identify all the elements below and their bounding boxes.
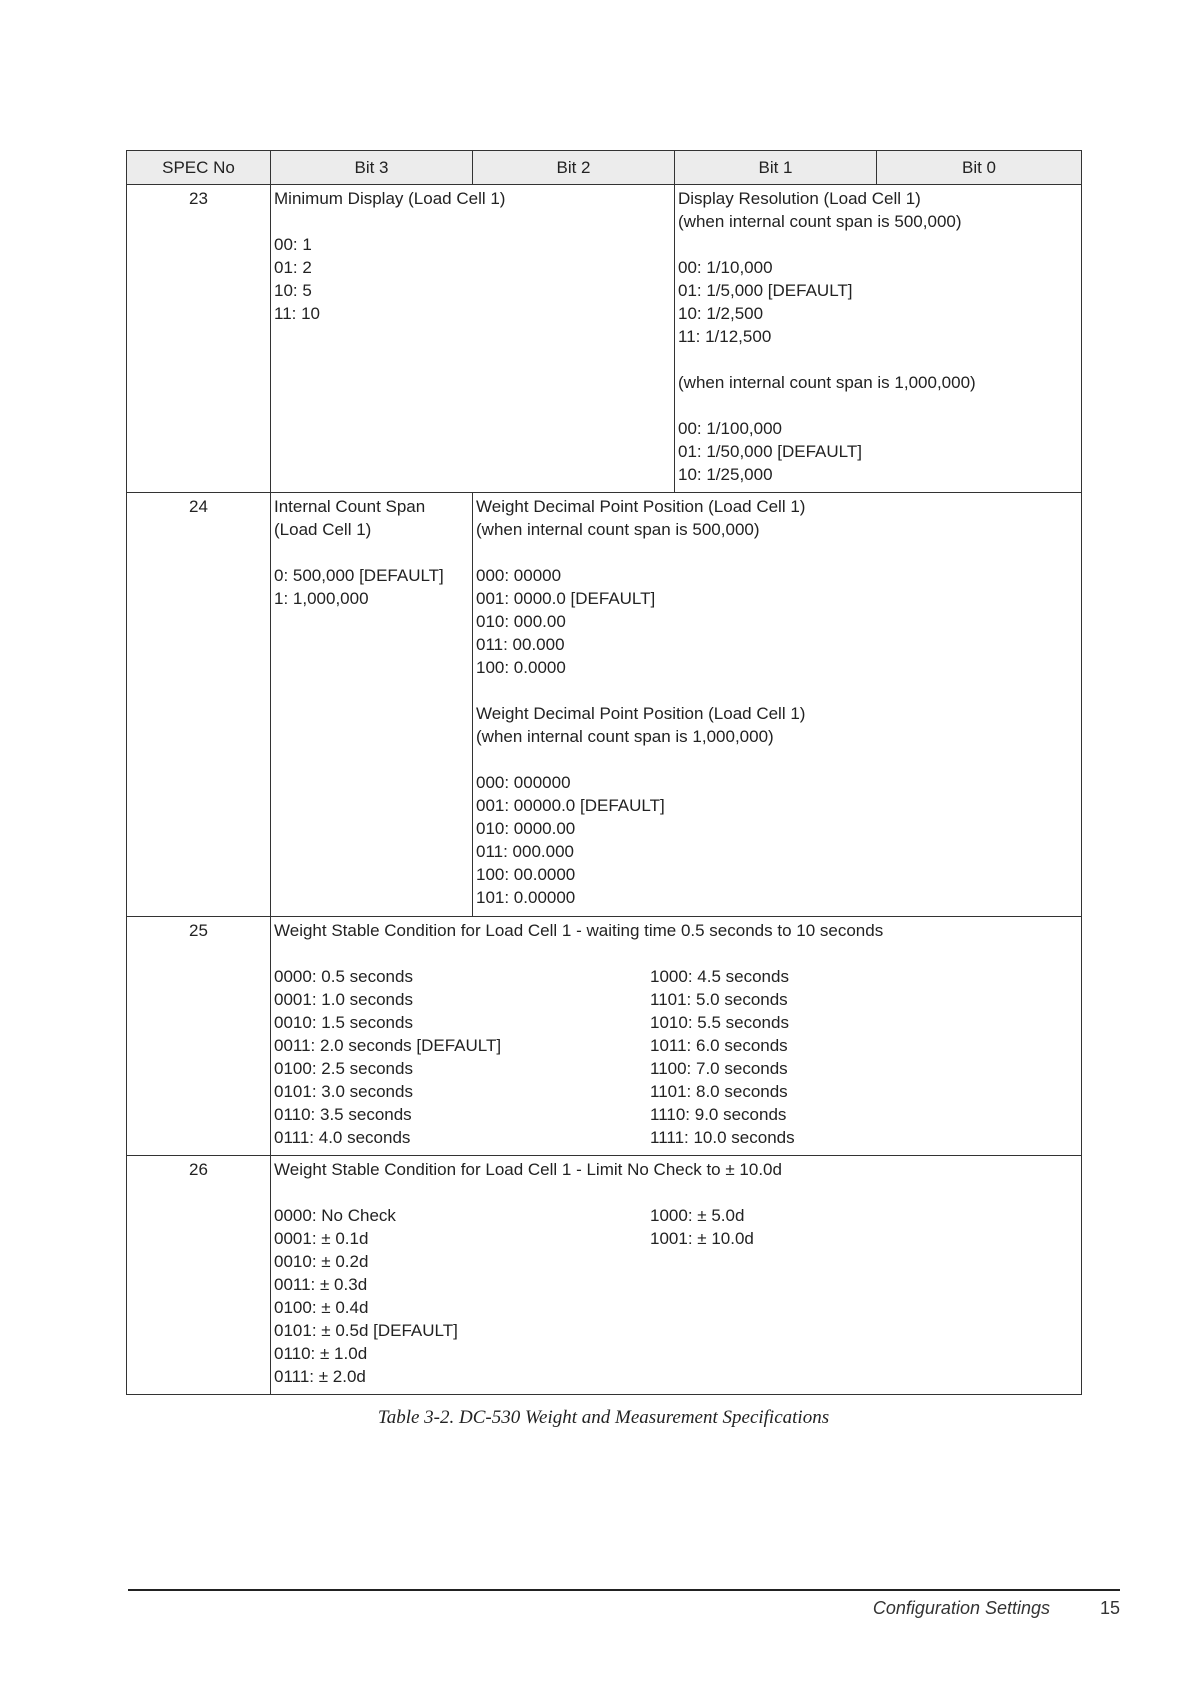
option-line: 001: 00000.0 [DEFAULT] [476,796,665,815]
option-line: 011: 000.000 [476,842,574,861]
option-line: 1010: 5.5 seconds [650,1013,789,1032]
option-line: 1101: 5.0 seconds [650,990,788,1009]
options-right-column [650,965,795,1149]
header-bit-3: Bit 3 [271,151,473,185]
option-line: 0011: 2.0 seconds [DEFAULT] [274,1036,502,1055]
header-spec-no: SPEC No [127,151,271,185]
stable-limit-options [274,1204,1078,1388]
option-line: 0101: 3.0 seconds [274,1082,413,1101]
spec-no-cell: 23 [127,185,271,493]
page-number: 15 [1100,1598,1121,1618]
header-bit-2: Bit 2 [473,151,675,185]
option-line: 0100: ± 0.4d [274,1298,369,1317]
option-line: 0111: 4.0 seconds [274,1128,411,1147]
table-row [127,917,1082,1156]
stable-limit-cell [271,1156,1082,1395]
decimal-point-title: Weight Decimal Point Position (Load Cell 1) [476,497,806,516]
option-line: 000: 00000 [476,566,562,585]
internal-count-span-cell [271,493,473,917]
table-row [127,1156,1082,1395]
decimal-point-cell [473,493,1082,917]
option-line: 0111: ± 2.0d [274,1367,366,1386]
options-left-column [274,1204,650,1388]
condition-note: (when internal count span is 500,000) [678,212,962,231]
count-span-subtitle: (Load Cell 1) [274,520,372,539]
option-line: 0100: 2.5 seconds [274,1059,413,1078]
option-line: 010: 000.00 [476,612,566,631]
option-line: 11: 1/12,500 [678,327,772,346]
option-line: 1101: 8.0 seconds [650,1082,788,1101]
option-line: 1: 1,000,000 [274,589,369,608]
option-line: 1001: ± 10.0d [650,1229,754,1248]
option-line: 0110: 3.5 seconds [274,1105,412,1124]
option-line: 1000: ± 5.0d [650,1206,745,1225]
table-row [127,185,1082,493]
footer-divider [128,1589,1120,1591]
option-line: 101: 0.00000 [476,888,576,907]
table-header-row [127,151,1082,185]
option-line: 10: 1/25,000 [678,465,773,484]
option-line: 0: 500,000 [DEFAULT] [274,566,444,585]
option-line: 100: 0.0000 [476,658,566,677]
option-line: 000: 000000 [476,773,571,792]
option-line: 01: 2 [274,258,312,277]
display-resolution-title: Display Resolution (Load Cell 1) [678,189,921,208]
display-resolution-cell [675,185,1082,493]
option-line: 01: 1/50,000 [DEFAULT] [678,442,862,461]
option-line: 0010: 1.5 seconds [274,1013,413,1032]
option-line: 1000: 4.5 seconds [650,967,789,986]
count-span-title: Internal Count Span [274,497,426,516]
minimum-display-cell [271,185,675,493]
option-line: 10: 5 [274,281,312,300]
option-line: 11: 10 [274,304,321,323]
stable-time-cell [271,917,1082,1156]
options-right-column [650,1204,754,1388]
header-bit-1: Bit 1 [675,151,877,185]
option-line: 0001: 1.0 seconds [274,990,413,1009]
spec-table [126,150,1082,1395]
condition-note: (when internal count span is 1,000,000) [476,727,774,746]
decimal-point-title: Weight Decimal Point Position (Load Cell 1) [476,704,806,723]
option-line: 100: 00.0000 [476,865,576,884]
condition-note: (when internal count span is 500,000) [476,520,760,539]
option-line: 00: 1 [274,235,312,254]
spec-no-cell: 24 [127,493,271,917]
option-line: 00: 1/10,000 [678,258,773,277]
option-line: 001: 0000.0 [DEFAULT] [476,589,656,608]
stable-time-options [274,965,1078,1149]
spec-no-cell: 26 [127,1156,271,1395]
option-line: 0001: ± 0.1d [274,1229,369,1248]
minimum-display-title: Minimum Display (Load Cell 1) [274,189,506,208]
stable-limit-title: Weight Stable Condition for Load Cell 1 - Limit No Check to ± 10.0d [274,1160,782,1179]
option-line: 10: 1/2,500 [678,304,764,323]
option-line: 010: 0000.00 [476,819,576,838]
option-line: 0010: ± 0.2d [274,1252,369,1271]
option-line: 0000: No Check [274,1206,396,1225]
option-line: 1011: 6.0 seconds [650,1036,788,1055]
header-bit-0: Bit 0 [877,151,1082,185]
stable-time-title: Weight Stable Condition for Load Cell 1 - waiting time 0.5 seconds to 10 seconds [274,921,884,940]
option-line: 1110: 9.0 seconds [650,1105,787,1124]
option-line: 011: 00.000 [476,635,565,654]
option-line: 0110: ± 1.0d [274,1344,368,1363]
option-line: 0101: ± 0.5d [DEFAULT] [274,1321,458,1340]
spec-no-cell: 25 [127,917,271,1156]
table-row [127,493,1082,917]
condition-note: (when internal count span is 1,000,000) [678,373,976,392]
table-caption: Table 3-2. DC-530 Weight and Measurement Specifications [377,1407,830,1428]
option-line: 1100: 7.0 seconds [650,1059,788,1078]
option-line: 1111: 10.0 seconds [650,1128,795,1147]
footer-section-title: Configuration Settings [872,1598,1050,1618]
option-line: 00: 1/100,000 [678,419,782,438]
option-line: 0011: ± 0.3d [274,1275,368,1294]
options-left-column [274,965,650,1149]
option-line: 01: 1/5,000 [DEFAULT] [678,281,853,300]
option-line: 0000: 0.5 seconds [274,967,413,986]
